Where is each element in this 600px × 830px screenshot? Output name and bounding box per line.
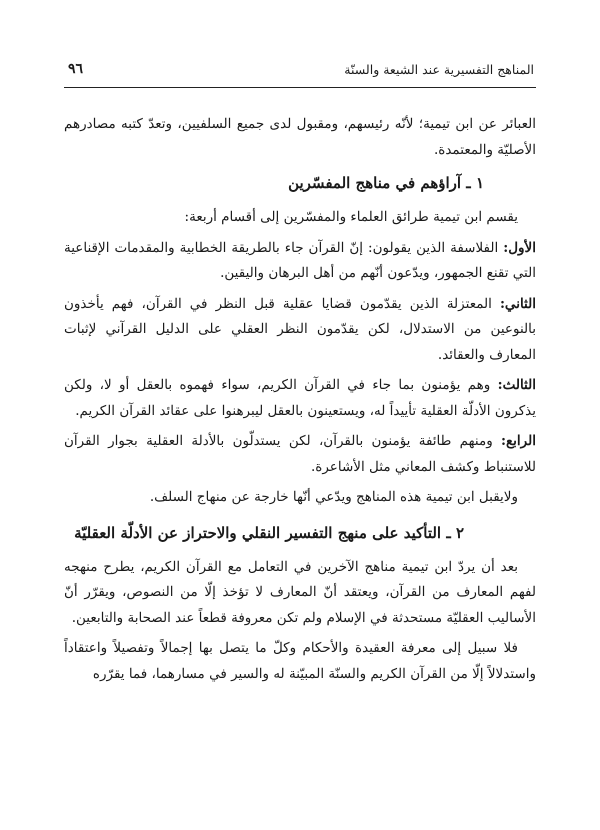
paragraph-final: فلا سبيل إلى معرفة العقيدة والأحكام وكلّ ما يتصل بها إجمالاً وتفصيلاً واعتقاداً واستدلالاً إلّا من القرآن الكريم والسنّة المبيّنة له والسير في مسارهما، فما يقرّره — [64, 640, 536, 682]
header-divider — [64, 87, 536, 88]
paragraph-after: بعد أن يردّ ابن تيمية مناهج الآخرين في التعامل مع القرآن الكريم، يطرح منهجه لفهم المعارف من القرآن، ويعتقد أنّ المعارف لا تؤخذ إلّا من النصوص، ويقرّر أنّ الأساليب العقليّة مستحدثة في الإسلام ولم تكن معروفة قطعاً عند الصحابة والتابعين. — [64, 558, 536, 626]
fourth-lead: الرابع: — [501, 433, 536, 449]
body-text — [64, 112, 536, 692]
second-lead: الثاني: — [499, 295, 536, 312]
paragraph-categories: يقسم ابن تيمية طرائق العلماء والمفسّرين إلى أقسام أربعة: — [184, 209, 518, 225]
running-title: المناهج التفسيرية عند الشيعة والسنّة — [344, 61, 534, 77]
paragraph-second — [64, 292, 536, 369]
third-text: وهم يؤمنون بما جاء في القرآن الكريم، سواء فهموه بالعقل أو لا، ولكن يذكرون الأدلّة العقلية تأييداً له، ويستعينون بالعقل ليبرهنوا على عقائد القرآن الكريم. — [64, 377, 536, 419]
paragraph-fourth — [64, 429, 536, 480]
first-text: الفلاسفة الذين يقولون: إنّ القرآن جاء بالطريقة الخطابية والمقدمات الإقناعية التي تقنع الجمهور، ويدّعون أنّهم من أهل البرهان واليقين. — [64, 239, 536, 281]
paragraph-third — [64, 373, 536, 424]
paragraph-intro: العبائر عن ابن تيمية؛ لأنّه رئيسهم، ومقبول لدى جميع السلفيين، وتعدّ كتبه مصادرهم الأصليّة والمعتمدة. — [64, 116, 536, 158]
fourth-text: ومنهم طائفة يؤمنون بالقرآن، لكن يستدلّون بالأدلة العقلية بجوار القرآن للاستنباط وكشف المعاني مثل الأشاعرة. — [64, 433, 536, 475]
second-text: المعتزلة الذين يقدّمون قضايا عقلية قبل النظر في القرآن، فهم يأخذون بالنوعين من الاستدلال، لكن يقدّمون النظر العقلي على الدليل القرآني لإثبات المعارف والعقائد. — [64, 295, 536, 363]
paragraph-first — [64, 236, 536, 287]
third-lead: الثالث: — [497, 377, 536, 393]
section-heading-1: ١ ـ آراؤهم في مناهج المفسّرين — [288, 174, 484, 192]
page-number: ٩٦ — [68, 61, 84, 77]
paragraph-reject: ولايقبل ابن تيمية هذه المناهج ويدّعي أنّها خارجة عن منهاج السلف. — [149, 489, 518, 505]
first-lead: الأول: — [503, 239, 536, 256]
page-header — [68, 58, 534, 80]
section-heading-2: ٢ ـ التأكيد على منهج التفسير النقلي والاحتراز عن الأدلّة العقليّة — [74, 523, 464, 542]
